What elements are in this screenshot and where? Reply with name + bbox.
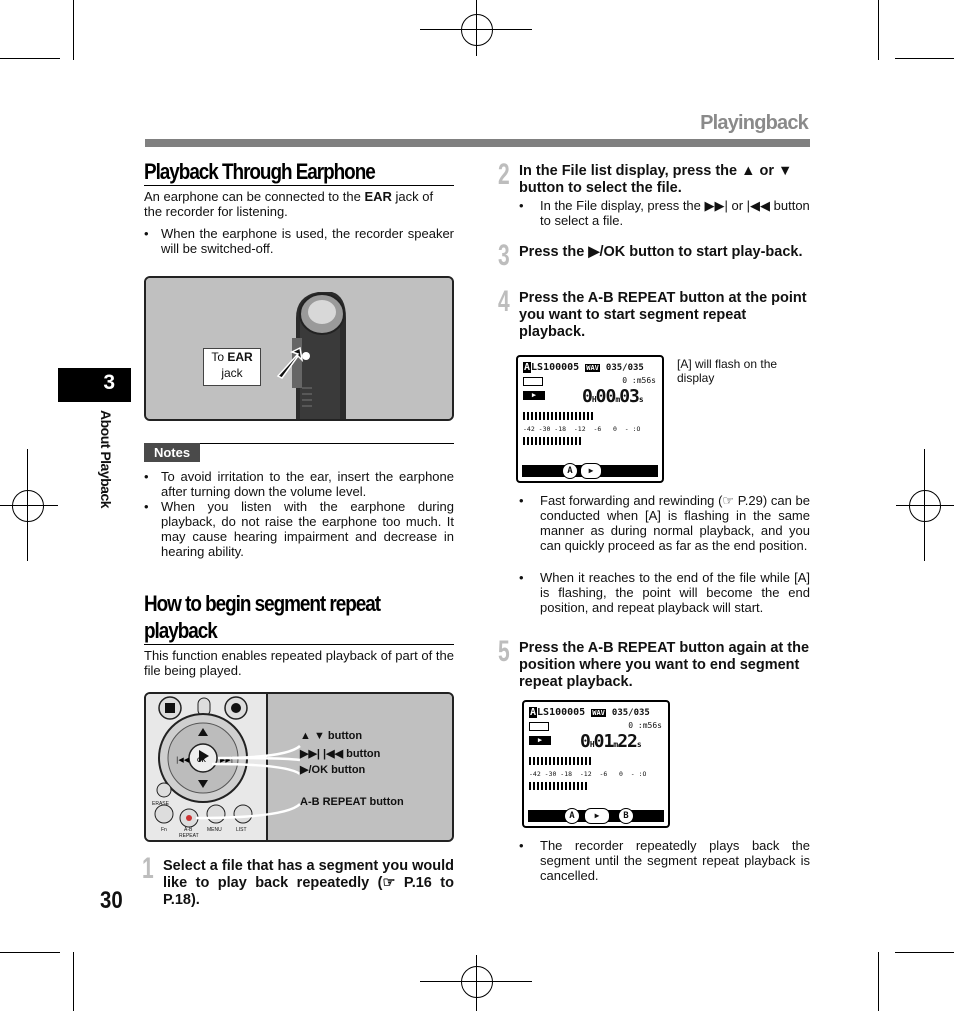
recorder-illustration [146, 278, 452, 419]
abrepeat-name: A-B REPEAT [300, 796, 367, 808]
flash-note [677, 357, 809, 385]
step-text: button again at the position where you want to end segment repeat playback. [519, 640, 810, 690]
lcd-count: 035/035 [611, 708, 650, 718]
list-item: • In the File display, press the ▶▶| or |◀◀ button to select a file. [519, 198, 810, 228]
segment-title [144, 590, 454, 644]
notes-label: Notes [144, 443, 200, 462]
intro-ear: EAR [364, 189, 392, 204]
header-bar [145, 139, 810, 147]
registration-mark [476, 955, 477, 1011]
label-abrepeat-button [300, 796, 404, 808]
section-header: Playingback [700, 112, 808, 134]
abrepeat-suffix: button [366, 796, 404, 808]
list-item: • To avoid irritation to the ear, insert the earphone after turning down the volume level. [144, 469, 454, 499]
intro-text: An earphone can be connected to the [144, 189, 365, 204]
level-meter-l [523, 412, 593, 420]
lcd-scale: -42 -30 -18 -12 -6 0 - :O [529, 770, 647, 778]
level-meter-l [529, 757, 591, 765]
key-erase: ERASE [152, 801, 169, 807]
battery-icon [529, 722, 549, 731]
device-illustration [146, 694, 452, 840]
step-text: button at the point you want to start segment repeat playback. [519, 290, 807, 340]
device-photo [144, 692, 454, 842]
registration-mark [0, 505, 58, 506]
chapter-label: About Playback [98, 410, 114, 509]
ab-marker: A [562, 463, 578, 479]
earphone-title: Playback Through Earphone [144, 159, 375, 184]
label-updown-button: ▲ ▼ button [300, 730, 363, 742]
level-meter-r [529, 782, 587, 790]
list-item: • When it reaches to the end of the file while [A] is flashing, the point will become the end position, and repeat playback will start. [519, 570, 810, 615]
lcd-minutes: 00 [595, 386, 616, 407]
lcd-seconds: 22 [617, 731, 637, 752]
note-text: When you listen with the earphone during playback, do not raise the earphone too much. It may cause hearing impairment and decrease in hearing ability. [161, 499, 454, 559]
intro-text: jack of the recorder for listening. [144, 189, 434, 219]
label-skip-button: ▶▶| |◀◀ button [300, 748, 381, 760]
segment-title-line: playback [144, 618, 217, 643]
list-item: • The recorder repeatedly plays back the segment until the segment repeat playback is cancelled. [519, 838, 810, 883]
earphone-intro [144, 189, 454, 219]
step-5-text [519, 640, 811, 691]
lcd-format: WAV [586, 364, 599, 372]
step-1-text: Select a file that has a segment you would like to play back repeatedly (☞ P.16 to P.18). [163, 858, 454, 908]
battery-icon [523, 377, 543, 386]
label-ok-button: ▶/OK button [300, 764, 366, 776]
crop-mark [0, 58, 60, 59]
play-marker-icon: ▶ [584, 808, 610, 824]
earphone-photo [144, 276, 454, 421]
lcd-time: 0H01m22s [580, 731, 641, 752]
list-item: • When the earphone is used, the recorder speaker will be switched-off. [144, 226, 454, 256]
step-key: A-B REPEAT [587, 640, 676, 656]
title-rule [144, 644, 454, 645]
step-2-text: In the File list display, press the ▲ or ▼ button to select the file. [519, 163, 793, 196]
step-number: 4 [498, 285, 510, 318]
crop-mark [895, 58, 954, 59]
lcd-unit: 0 :m56s [622, 376, 656, 385]
key-ab: A-B [184, 827, 193, 833]
step-text: Press the [519, 640, 588, 656]
list-item: • Fast forwarding and rewinding (☞ P.29) can be conducted when [A] is flashing in the same manner as during normal playback, and you can quickly proceed as far as the end position. [519, 493, 810, 553]
callout-ear: EAR [227, 350, 253, 364]
key-list: LIST [236, 827, 247, 833]
crop-mark [73, 0, 74, 60]
step-4-text [519, 290, 811, 341]
lcd-file: ALS100005 WAV 035/035 [530, 707, 650, 718]
chapter-tab [58, 368, 131, 402]
step-number: 2 [498, 158, 510, 191]
crop-mark [0, 952, 60, 953]
key-ok: OK [197, 758, 206, 764]
registration-mark [27, 449, 28, 561]
step-3-text: Press the ▶/OK button to start play-back. [519, 244, 803, 260]
note-text: To avoid irritation to the ear, insert the earphone after turning down the volume level. [161, 469, 454, 499]
step-number: 1 [142, 852, 154, 885]
display-screen-2 [522, 700, 670, 828]
registration-mark [896, 505, 954, 506]
play-marker-icon: ▶ [580, 463, 602, 479]
bullet-text: When it reaches to the end of the file while [A] is flashing, the point will become the end position, and repeat playback will start. [540, 570, 810, 615]
key-repeat: REPEAT [179, 833, 199, 839]
crop-mark [73, 952, 74, 1011]
page-number: 30 [100, 887, 123, 914]
title-rule [144, 185, 454, 186]
notes-rule [200, 443, 454, 444]
registration-mark [909, 490, 941, 522]
ab-marker-b: B [618, 808, 634, 824]
play-icon: ▶ [529, 736, 551, 745]
bullet-text: When the earphone is used, the recorder speaker will be switched-off. [161, 226, 454, 256]
step-number: 3 [498, 239, 510, 272]
level-meter-r [523, 437, 581, 445]
chapter-number: 3 [103, 371, 115, 394]
lcd-minutes: 01 [593, 731, 614, 752]
lcd-count: 035/035 [605, 363, 644, 373]
segment-intro: This function enables repeated playback of part of the file being played. [144, 648, 454, 678]
key-fn: Fn [161, 827, 167, 833]
registration-mark [461, 14, 493, 46]
svg-text:|◀◀: |◀◀ [176, 756, 190, 764]
list-item: • When you listen with the earphone during playback, do not raise the earphone too much. It may cause hearing impairment and decrease in hearing ability. [144, 499, 454, 559]
crop-mark [895, 952, 954, 953]
step-text: Press the [519, 290, 588, 306]
lcd-hours: 0 [580, 731, 590, 752]
lcd-scale: -42 -30 -18 -12 -6 0 - :O [523, 425, 641, 433]
registration-mark [461, 966, 493, 998]
segment-title-line: How to begin segment repeat [144, 591, 381, 616]
play-icon: ▶ [523, 391, 545, 400]
bullet-text: In the File display, press the ▶▶| or |◀◀ button to select a file. [540, 198, 810, 228]
lcd-time: 0H00m03s [582, 386, 643, 407]
step-key: A-B REPEAT [587, 290, 676, 306]
lcd-format: WAV [592, 709, 605, 717]
callout-jack: jack [221, 366, 243, 380]
registration-mark [476, 0, 477, 56]
callout-text: To [211, 350, 228, 364]
registration-mark [12, 490, 44, 522]
lcd-file: ALS100005 WAV 035/035 [524, 362, 644, 373]
key-menu: MENU [207, 827, 222, 833]
crop-mark [878, 0, 879, 60]
display-screen-1 [516, 355, 664, 483]
ab-marker-a: A [564, 808, 580, 824]
bullet-text: The recorder repeatedly plays back the segment until the segment repeat playback is cancelled. [540, 838, 810, 883]
lcd-seconds: 03 [619, 386, 639, 407]
ear-jack-callout [203, 348, 261, 386]
lcd-filename: LS100005 [531, 362, 580, 373]
bullet-text: Fast forwarding and rewinding (☞ P.29) can be conducted when [A] is flashing in the same manner as during normal playback, and you can quickly proceed as far as the end position. [540, 493, 810, 553]
crop-mark [878, 952, 879, 1011]
lcd-unit: 0 :m56s [628, 721, 662, 730]
lcd-filename: LS100005 [537, 707, 586, 718]
lcd-hours: 0 [582, 386, 592, 407]
svg-text:▶▶|: ▶▶| [220, 756, 234, 764]
registration-mark [924, 449, 925, 561]
flash-note-text: [A] will flash on the display [677, 357, 778, 385]
step-number: 5 [498, 635, 510, 668]
